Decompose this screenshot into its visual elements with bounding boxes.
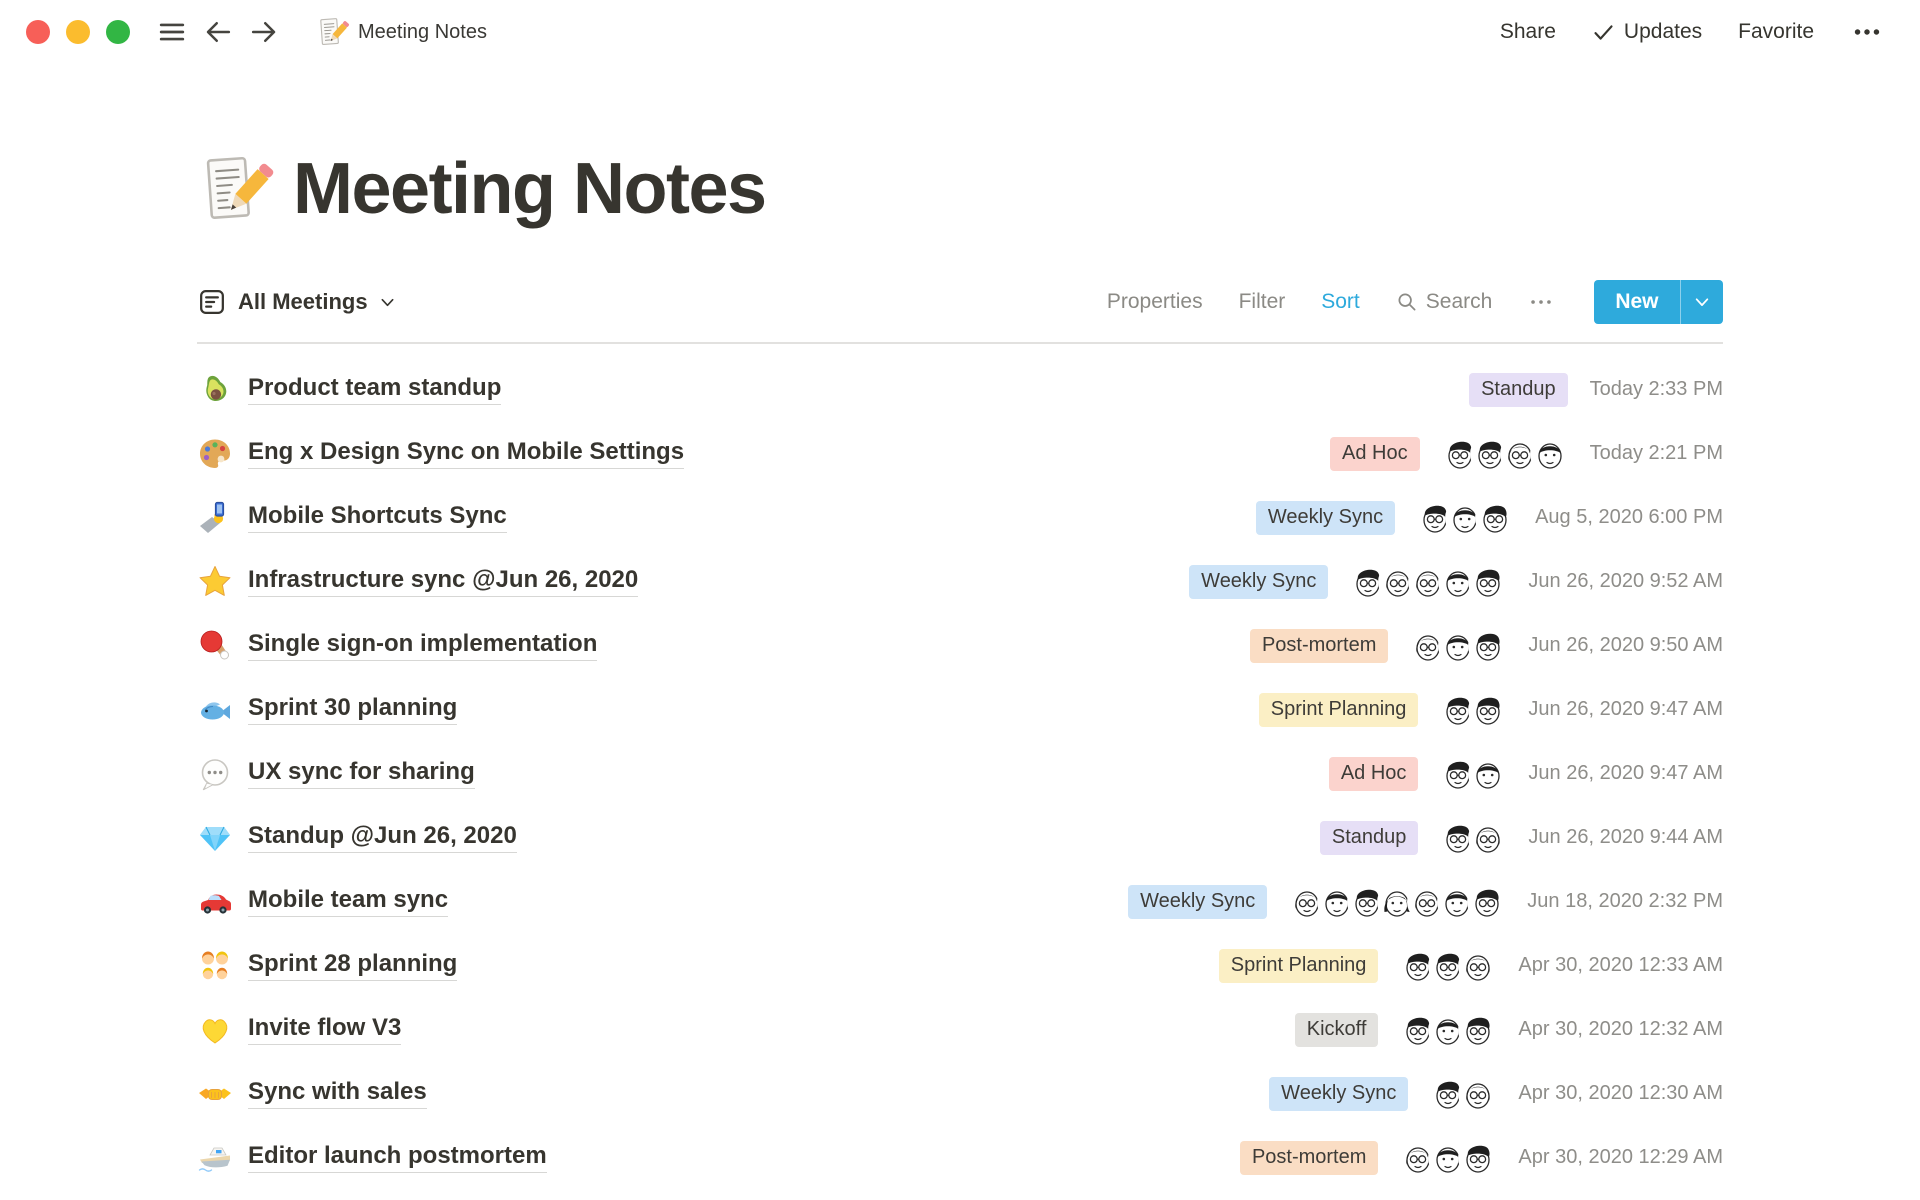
row-meta (1469, 373, 1723, 407)
search-icon (1396, 291, 1418, 313)
page-header (197, 149, 1723, 229)
table-row[interactable] (197, 870, 1723, 934)
attendee-avatars (1440, 820, 1506, 856)
row-meta (1128, 884, 1723, 920)
gem-icon (197, 820, 233, 856)
view-options-button[interactable] (1528, 289, 1554, 315)
avatar (1469, 884, 1505, 920)
table-row[interactable] (197, 998, 1723, 1062)
close-window-button[interactable] (26, 20, 50, 44)
timestamp: Jun 26, 2020 9:50 AM (1528, 634, 1723, 656)
family-icon (197, 948, 233, 984)
view-switcher-label: All Meetings (238, 289, 368, 314)
timestamp: Jun 26, 2020 9:47 AM (1528, 698, 1723, 720)
yellow-heart-icon (197, 1012, 233, 1048)
meeting-title-link[interactable]: Eng x Design Sync on Mobile Settings (248, 438, 684, 470)
row-meta (1330, 436, 1723, 472)
avocado-icon (197, 372, 233, 408)
timestamp: Apr 30, 2020 12:33 AM (1518, 954, 1723, 976)
tag-badge: Standup (1320, 821, 1419, 855)
ellipsis-icon (1528, 289, 1554, 315)
row-meta (1219, 948, 1723, 984)
table-row[interactable] (197, 934, 1723, 998)
avatar (1460, 1140, 1496, 1176)
meeting-list (197, 344, 1723, 1190)
meeting-title-link[interactable]: Invite flow V3 (248, 1014, 401, 1046)
row-meta (1256, 500, 1723, 536)
tag-badge: Standup (1469, 373, 1568, 407)
timestamp: Jun 18, 2020 2:32 PM (1527, 890, 1723, 912)
timestamp: Jun 26, 2020 9:52 AM (1528, 570, 1723, 592)
attendee-avatars (1400, 1012, 1496, 1048)
avatar (1460, 948, 1496, 984)
attendee-avatars (1442, 436, 1568, 472)
timestamp: Apr 30, 2020 12:30 AM (1518, 1082, 1723, 1104)
attendee-avatars (1417, 500, 1513, 536)
back-arrow-icon[interactable] (202, 16, 234, 48)
ellipsis-icon (1850, 15, 1884, 49)
database-toolbar (197, 278, 1723, 326)
handshake-icon (197, 1076, 233, 1112)
memo-icon (316, 16, 348, 48)
zoom-window-button[interactable] (106, 20, 130, 44)
meeting-title-link[interactable]: UX sync for sharing (248, 758, 475, 790)
share-button[interactable]: Share (1499, 20, 1556, 43)
meeting-title-link[interactable]: Standup @Jun 26, 2020 (248, 822, 517, 854)
tag-badge: Weekly Sync (1256, 501, 1395, 535)
more-options-button[interactable] (1850, 15, 1884, 49)
table-row[interactable] (197, 678, 1723, 742)
timestamp: Today 2:21 PM (1589, 442, 1723, 464)
attendee-avatars (1289, 884, 1505, 920)
check-icon (1592, 21, 1615, 44)
row-meta (1259, 692, 1723, 728)
meeting-title-link[interactable]: Sprint 28 planning (248, 950, 457, 982)
ping-pong-icon (197, 628, 233, 664)
timestamp: Jun 26, 2020 9:47 AM (1528, 762, 1723, 784)
avatar (1532, 436, 1568, 472)
timestamp: Apr 30, 2020 12:32 AM (1518, 1018, 1723, 1040)
page-title[interactable]: Meeting Notes (293, 149, 766, 229)
timestamp: Aug 5, 2020 6:00 PM (1535, 506, 1723, 528)
properties-button[interactable]: Properties (1106, 290, 1203, 313)
new-button-group (1594, 280, 1723, 324)
row-meta (1295, 1012, 1723, 1048)
table-row[interactable] (197, 806, 1723, 870)
palette-icon (197, 436, 233, 472)
timestamp: Today 2:33 PM (1589, 378, 1723, 400)
fish-icon (197, 692, 233, 728)
sidebar-menu-icon[interactable] (156, 16, 188, 48)
new-button-dropdown[interactable] (1681, 280, 1723, 324)
chevron-down-icon (1694, 294, 1710, 310)
table-row[interactable] (197, 486, 1723, 550)
tag-badge: Post-mortem (1240, 1141, 1378, 1175)
table-row[interactable] (197, 358, 1723, 422)
car-icon (197, 884, 233, 920)
tag-badge: Kickoff (1295, 1013, 1379, 1047)
table-row[interactable] (197, 422, 1723, 486)
meeting-title-link[interactable]: Sprint 30 planning (248, 694, 457, 726)
table-row[interactable] (197, 742, 1723, 806)
memo-icon[interactable] (197, 152, 271, 226)
meeting-title-link[interactable]: Infrastructure sync @Jun 26, 2020 (248, 566, 638, 598)
row-meta (1250, 628, 1723, 664)
meeting-title-link[interactable]: Single sign-on implementation (248, 630, 597, 662)
avatar (1470, 564, 1506, 600)
meeting-title-link[interactable]: Editor launch postmortem (248, 1142, 547, 1174)
attendee-avatars (1400, 1140, 1496, 1176)
row-meta (1269, 1076, 1723, 1112)
page-content (197, 149, 1723, 1190)
speech-icon (197, 756, 233, 792)
meeting-title-link[interactable]: Mobile team sync (248, 886, 448, 918)
table-row[interactable] (197, 1126, 1723, 1190)
attendee-avatars (1410, 628, 1506, 664)
attendee-avatars (1430, 1076, 1496, 1112)
timestamp: Jun 26, 2020 9:44 AM (1528, 826, 1723, 848)
meeting-title-link[interactable]: Mobile Shortcuts Sync (248, 502, 507, 534)
row-meta (1320, 820, 1723, 856)
selfie-icon (197, 500, 233, 536)
filter-button[interactable]: Filter (1238, 290, 1286, 313)
sort-button[interactable]: Sort (1321, 290, 1360, 313)
row-meta (1240, 1140, 1723, 1176)
star-icon (197, 564, 233, 600)
forward-arrow-icon[interactable] (248, 16, 280, 48)
view-switcher[interactable] (197, 287, 396, 317)
avatar (1460, 1076, 1496, 1112)
window-titlebar (0, 0, 1920, 64)
row-meta (1189, 564, 1723, 600)
breadcrumb-page-title: Meeting Notes (358, 20, 487, 43)
avatar (1477, 500, 1513, 536)
avatar (1470, 756, 1506, 792)
meeting-title-link[interactable]: Sync with sales (248, 1078, 427, 1110)
attendee-avatars (1350, 564, 1506, 600)
row-meta (1329, 756, 1723, 792)
avatar (1470, 820, 1506, 856)
tag-badge: Weekly Sync (1128, 885, 1267, 919)
attendee-avatars (1400, 948, 1496, 984)
list-view-icon (197, 287, 227, 317)
tag-badge: Weekly Sync (1269, 1077, 1408, 1111)
tag-badge: Sprint Planning (1259, 693, 1419, 727)
minimize-window-button[interactable] (66, 20, 90, 44)
meeting-title-link[interactable]: Product team standup (248, 374, 501, 406)
avatar (1470, 628, 1506, 664)
updates-button[interactable]: Updates (1592, 20, 1702, 44)
avatar (1470, 692, 1506, 728)
tag-badge: Ad Hoc (1330, 437, 1420, 471)
favorite-button[interactable]: Favorite (1738, 20, 1814, 43)
tag-badge: Sprint Planning (1219, 949, 1379, 983)
table-row[interactable] (197, 614, 1723, 678)
tag-badge: Weekly Sync (1189, 565, 1328, 599)
tag-badge: Ad Hoc (1329, 757, 1419, 791)
chevron-down-icon (379, 294, 396, 311)
traffic-lights (26, 20, 130, 44)
attendee-avatars (1440, 756, 1506, 792)
table-row[interactable] (197, 550, 1723, 614)
table-row[interactable] (197, 1062, 1723, 1126)
attendee-avatars (1440, 692, 1506, 728)
avatar (1460, 1012, 1496, 1048)
timestamp: Apr 30, 2020 12:29 AM (1518, 1146, 1723, 1168)
new-button[interactable]: New (1615, 290, 1659, 313)
boat-icon (197, 1140, 233, 1176)
tag-badge: Post-mortem (1250, 629, 1388, 663)
search-button[interactable]: Search (1396, 290, 1493, 314)
